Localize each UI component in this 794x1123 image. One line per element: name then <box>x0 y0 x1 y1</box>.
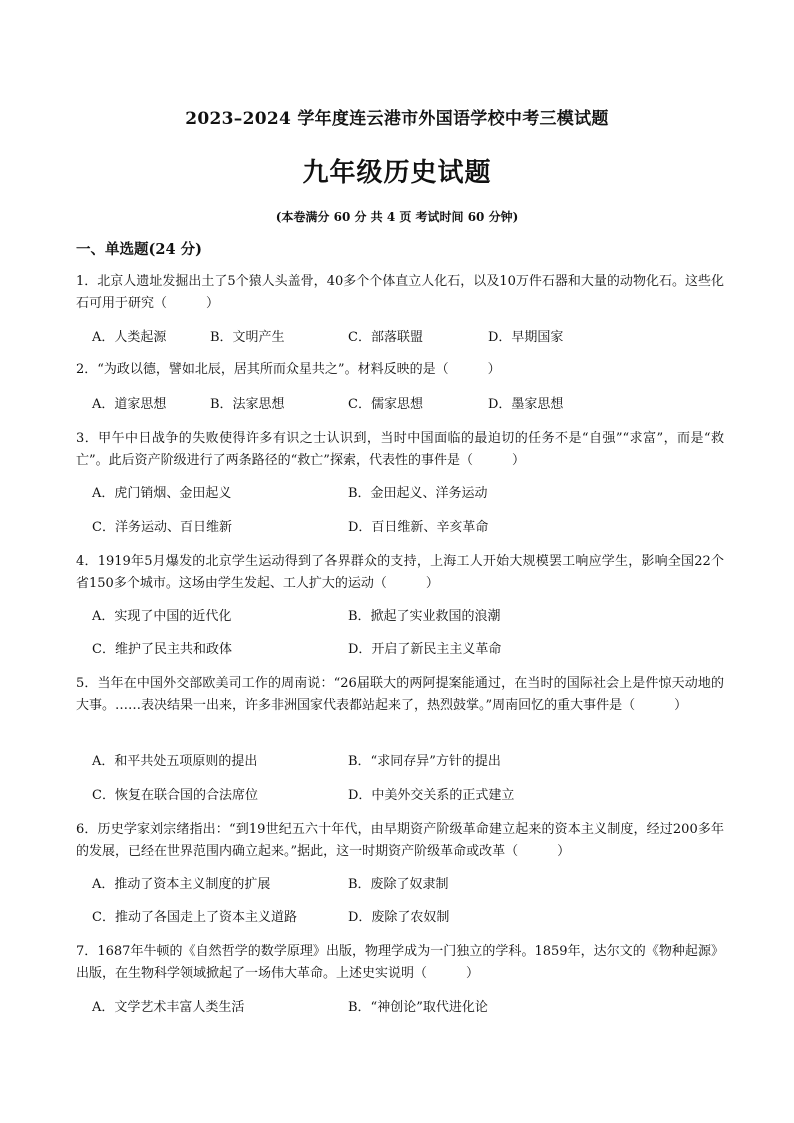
question-3-option-a: A．虎门销烟、金田起义 <box>92 486 232 501</box>
question-4-option-d: D．开启了新民主主义革命 <box>348 642 502 657</box>
question-3-option-c: C．洋务运动、百日维新 <box>92 520 232 535</box>
question-4-stem: 4．1919年5月爆发的北京学生运动得到了各界群众的支持，上海工人开始大规模罢工响应学生，影响全国22个省150多个城市。这场由学生发起、工人扩大的运动（ ） <box>76 554 724 591</box>
question-3-option-b: B．金田起义、洋务运动 <box>348 486 488 501</box>
question-5-option-b: B．“求同存异”方针的提出 <box>348 754 501 769</box>
question-5-stem: 5．当年在中国外交部欧美司工作的周南说：“26届联大的两阿提案能通过，在当时的国际社会上是件惊天动地的大事。……表决结果一出来，许多非洲国家代表都站起来了，热烈鼓掌。”周南回忆的重大事件是（ ） <box>76 676 724 713</box>
question-3-option-d: D．百日维新、辛亥革命 <box>348 520 489 535</box>
question-2-option-c: C．儒家思想 <box>348 397 423 412</box>
question-5-option-d: D．中美外交关系的正式建立 <box>348 788 515 803</box>
question-1-option-a: A．人类起源 <box>92 330 167 345</box>
question-6-option-a: A．推动了资本主义制度的扩展 <box>92 877 271 892</box>
question-5-option-a: A．和平共处五项原则的提出 <box>92 754 258 769</box>
question-4-option-a: A．实现了中国的近代化 <box>92 609 232 624</box>
question-4-option-b: B．掀起了实业救国的浪潮 <box>348 609 501 624</box>
question-1-option-c: C．部落联盟 <box>348 330 423 345</box>
question-1-option-d: D．早期国家 <box>488 330 564 345</box>
question-2-option-d: D．墨家思想 <box>488 397 564 412</box>
exam-subtitle: 九年级历史试题 <box>302 158 492 188</box>
question-6-option-b: B．废除了奴隶制 <box>348 877 449 892</box>
exam-note: (本卷满分 60 分 共 4 页 考试时间 60 分钟) <box>275 210 519 224</box>
question-6-option-d: D．废除了农奴制 <box>348 910 450 925</box>
exam-title: 2023–2024 学年度连云港市外国语学校中考三模试题 <box>185 109 609 129</box>
question-6-option-c: C．推动了各国走上了资本主义道路 <box>92 910 297 925</box>
question-2-option-a: A．道家思想 <box>92 397 167 412</box>
question-6-stem: 6．历史学家刘宗绪指出：“到19世纪五六十年代，由早期资产阶级革命建立起来的资本主义制度，经过200多年的发展，已经在世界范围内确立起来。”据此，这一时期资产阶级革命或改革（ ） <box>76 822 724 859</box>
question-1-stem: 1．北京人遗址发掘出土了5个猿人头盖骨，40多个个体直立人化石，以及10万件石器和大量的动物化石。这些化石可用于研究（ ） <box>76 274 724 311</box>
question-7-option-a: A．文学艺术丰富人类生活 <box>92 1000 245 1015</box>
question-4-option-c: C．维护了民主共和政体 <box>92 642 232 657</box>
question-7-stem: 7．1687年牛顿的《自然哲学的数学原理》出版，物理学成为一门独立的学科。1859年，达尔文的《物种起源》出版，在生物科学领域掀起了一场伟大革命。上述史实说明（ ） <box>76 944 724 981</box>
section-heading: 一、单选题(24 分) <box>76 241 202 258</box>
question-2-stem: 2．“为政以德，譬如北辰，居其所而众星共之”。材料反映的是（ ） <box>76 362 501 377</box>
question-5-option-c: C．恢复在联合国的合法席位 <box>92 788 258 803</box>
question-7-option-b: B．“神创论”取代进化论 <box>348 1000 488 1015</box>
question-2-option-b: B．法家思想 <box>210 397 285 412</box>
question-3-stem: 3．甲午中日战争的失败使得许多有识之士认识到，当时中国面临的最迫切的任务不是“自强”“求富”，而是“救亡”。此后资产阶级进行了两条路径的“救亡”探索，代表性的事件是（ ） <box>76 431 724 468</box>
question-1-option-b: B．文明产生 <box>210 330 285 345</box>
